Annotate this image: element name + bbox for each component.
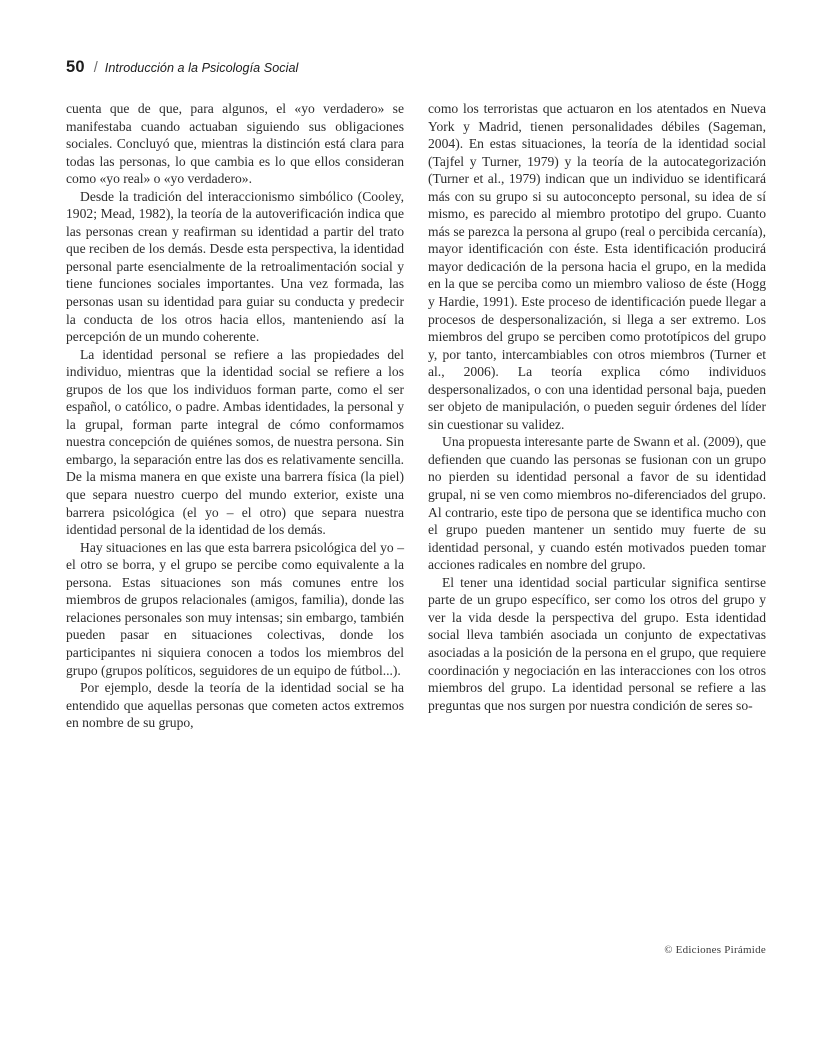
- paragraph: Hay situaciones en las que esta barrera psicológica del yo – el otro se borra, y el grupo se percibe como equivalente a la persona. Estas situaciones son más comunes entre los miembros de grupos relacionales (amigos, familia), donde las relaciones personales son muy intensas; sin embargo, también pueden pasar en situaciones colectivas, donde los participantes ni siquiera conocen a todos los miembros del grupo (grupos políticos, seguidores de un equipo de fútbol...).: [66, 539, 404, 678]
- paragraph: La identidad personal se refiere a las propiedades del individuo, mientras que la identidad social se refiere a los grupos de los que los individuos forman parte, como el ser español, o católico, o padre. Ambas identidades, la personal y la grupal, forman parte integral de cómo conformamos nuestra concepción de quiénes somos, de nuestra persona. Sin embargo, la separación entre las dos es relativamente sencilla. De la misma manera en que existe una barrera física (la piel) que separa nuestro cuerpo del mundo exterior, existe una barrera psicológica (el yo – el otro) que separa nuestra identidad personal de la identidad de los demás.: [66, 346, 404, 538]
- footer: [66, 944, 766, 956]
- running-head: [66, 58, 766, 80]
- paragraph: Desde la tradición del interaccionismo simbólico (Cooley, 1902; Mead, 1982), la teoría de la autoverificación indica que las personas crean y reafirman su identidad a partir del trato que reciben de los demás. Desde esta perspectiva, la identidad personal parte esencialmente de la retroalimentación social y tiene funciones sociales importantes. Una vez formada, las personas usan su identidad para guiar su conducta y predecir la conducta de los otros hacia ellos, manteniendo así la percepción de un mundo coherente.: [66, 188, 404, 345]
- left-column: [66, 100, 404, 930]
- paragraph: como los terroristas que actuaron en los atentados en Nueva York y Madrid, tienen personalidades débiles (Sageman, 2004). En estas situaciones, la teoría de la identidad social (Tajfel y Turner, 1979) y la teoría de la autocategorización (Turner et al., 1979) indican que un individuo se identificará más con su grupo si su autoconcepto personal, su idea de sí mismo, es parecido al miembro prototipo del grupo. Cuanto más se parezca la persona al grupo (real o percibida cercanía), mayor identificación con éste. Esta identificación producirá mayor dedicación de la persona hacia el grupo, en la medida en la que se perciba como un miembro valioso de éste (Hogg y Hardie, 1991). Este proceso de identificación puede llegar a procesos de despersonalización, si llega a ser extremo. Los miembros del grupo se perciben como prototípicos del grupo y, por tanto, intercambiables con otros miembros (Turner et al., 2006). La teoría explica cómo individuos despersonalizados, o con una identidad personal baja, pueden ser objeto de manipulación, o pueden seguir órdenes del líder sin cuestionar su validez.: [428, 101, 766, 432]
- paragraph: Una propuesta interesante parte de Swann et al. (2009), que defienden que cuando las personas se fusionan con un grupo no pierden su identidad personal a favor de su identidad grupal, ni se ven como miembros no-diferenciados del grupo. Al contrario, este tipo de persona que se identifica mucho con el grupo pueden mantener un sentido muy fuerte de su identidad personal, y cuando estén motivados pueden tomar acciones radicales en nombre del grupo.: [428, 434, 766, 573]
- copyright-icon: ©: [664, 945, 673, 956]
- page-number: 50: [66, 58, 85, 76]
- paragraph: El tener una identidad social particular significa sentirse parte de un grupo específico, ser como los otros del grupo y ver la vida desde la perspectiva del grupo. Esta identidad social lleva también asociada un conjunto de expectativas asociadas a la posición de la persona en el grupo, que requiere coordinación y negociación en las interacciones con los otros miembros del grupo. La identidad personal se refiere a las preguntas que nos surgen por nuestra condición de seres so-: [428, 574, 766, 713]
- publisher-name: Ediciones Pirámide: [675, 944, 766, 956]
- paragraph: Por ejemplo, desde la teoría de la identidad social se ha entendido que aquellas personas que cometen actos extremos en nombre de su grupo,: [66, 680, 404, 731]
- book-title: Introducción a la Psicología Social: [104, 61, 299, 75]
- right-column: [428, 100, 766, 930]
- header-separator: /: [93, 60, 98, 76]
- paragraph: cuenta que de que, para algunos, el «yo verdadero» se manifestaba cuando actuaban siguiendo sus obligaciones sociales. Concluyó que, mientras la distinción está clara para todas las personas, lo que cambia es lo que ellos consideran como «yo real» o «yo verdadero».: [66, 101, 404, 187]
- body-columns: [66, 100, 766, 930]
